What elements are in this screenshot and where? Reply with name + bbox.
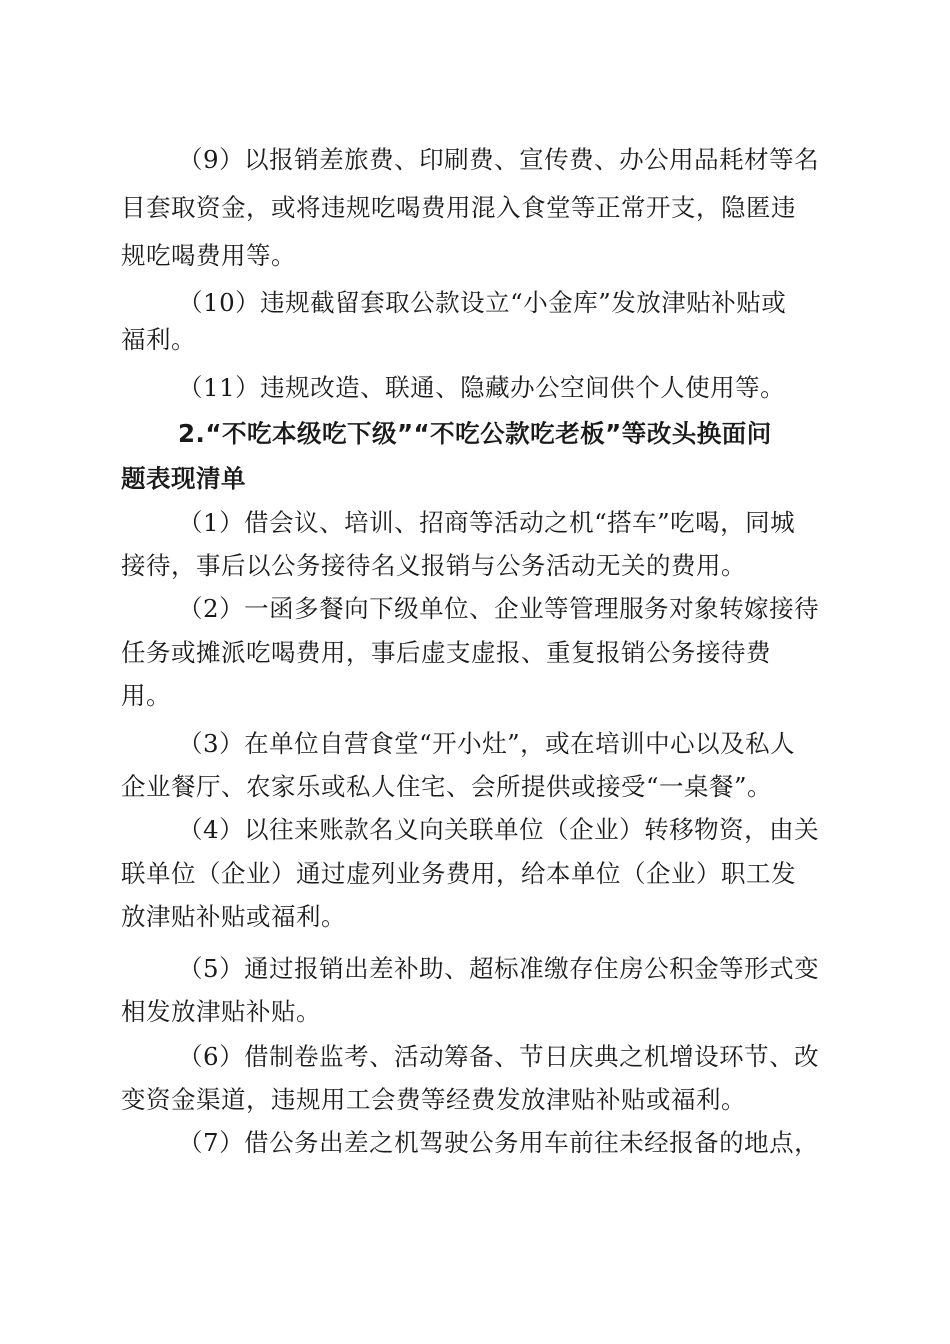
paragraph-line: （6）借制卷监考、活动筹备、节日庆典之机增设环节、改 — [178, 1042, 820, 1071]
paragraph-line: 企业餐厅、农家乐或私人住宅、会所提供或接受“一桌餐”。 — [121, 772, 773, 801]
paragraph-line: 接待，事后以公务接待名义报销与公务活动无关的费用。 — [121, 551, 746, 580]
section-heading: 题表现清单 — [121, 464, 246, 493]
paragraph-line: 福利。 — [121, 325, 196, 354]
paragraph-line: 放津贴补贴或福利。 — [121, 902, 346, 931]
paragraph-line: （3）在单位自营食堂“开小灶”，或在培训中心以及私人 — [178, 729, 796, 758]
paragraph-line: 目套取资金，或将违规吃喝费用混入食堂等正常开支，隐匿违 — [121, 193, 796, 222]
paragraph-line: （7）借公务出差之机驾驶公务用车前往未经报备的地点， — [178, 1128, 820, 1157]
paragraph-line: 规吃喝费用等。 — [121, 241, 296, 270]
paragraph-line: （1）借会议、培训、招商等活动之机“搭车”吃喝，同城 — [178, 508, 796, 537]
paragraph-line: （4）以往来账款名义向关联单位（企业）转移物资，由关 — [178, 815, 820, 844]
paragraph-line: 变资金渠道，违规用工会费等经费发放津贴补贴或福利。 — [121, 1085, 746, 1114]
section-heading: 2.“不吃本级吃下级”“不吃公款吃老板”等改头换面问 — [178, 419, 772, 448]
paragraph-line: （5）通过报销出差补助、超标准缴存住房公积金等形式变 — [178, 954, 820, 983]
paragraph-line: （11）违规改造、联通、隐藏办公空间供个人使用等。 — [178, 373, 786, 402]
paragraph-line: 相发放津贴补贴。 — [121, 997, 321, 1026]
paragraph-line: （9）以报销差旅费、印刷费、宣传费、办公用品耗材等名 — [178, 145, 820, 174]
paragraph-line: 任务或摊派吃喝费用，事后虚支虚报、重复报销公务接待费 — [121, 638, 771, 667]
paragraph-line: （10）违规截留套取公款设立“小金库”发放津贴补贴或 — [178, 288, 787, 317]
paragraph-line: 联单位（企业）通过虚列业务费用，给本单位（企业）职工发 — [121, 859, 796, 888]
paragraph-line: 用。 — [121, 681, 171, 710]
paragraph-line: （2）一函多餐向下级单位、企业等管理服务对象转嫁接待 — [178, 594, 820, 623]
